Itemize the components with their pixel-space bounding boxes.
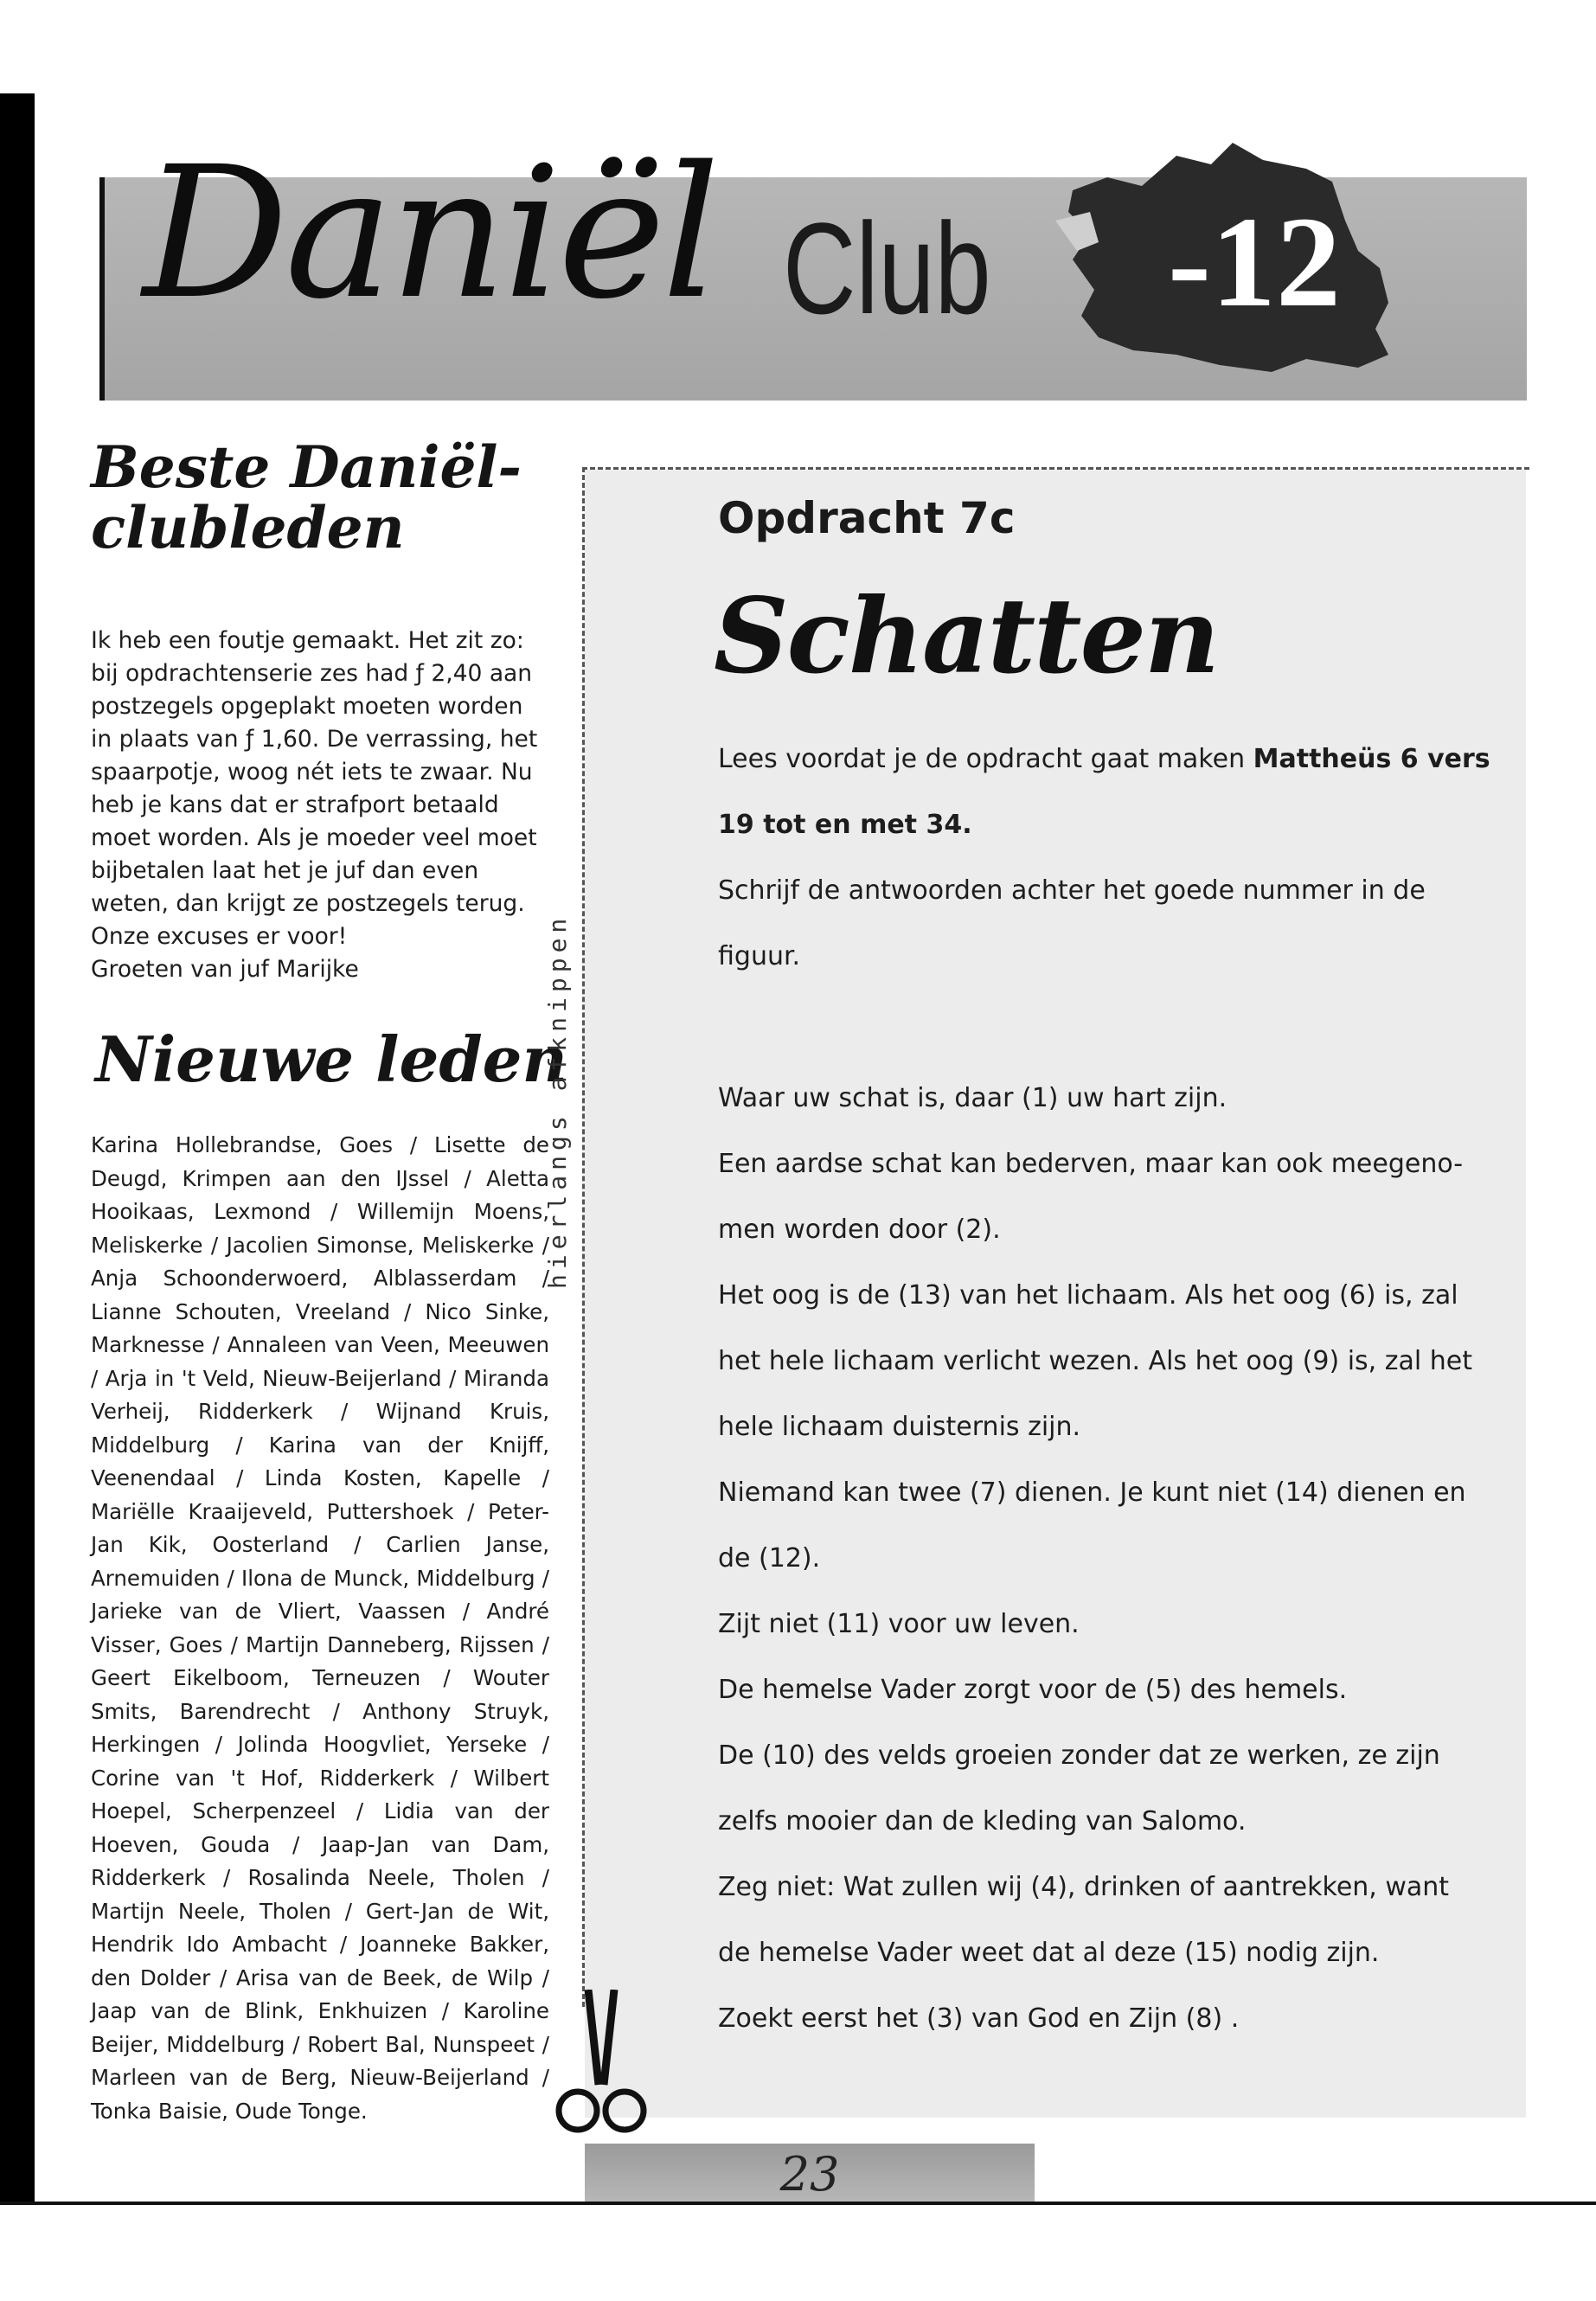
- greeting-body: [91, 625, 549, 986]
- text-line: men worden door (2).: [718, 1215, 1001, 1245]
- text-line: Zeg niet: Wat zullen wij (4), drinken of aantrekken, want: [718, 1872, 1450, 1902]
- text-line: figuur.: [718, 941, 801, 971]
- text-line: Schrijf de antwoorden achter het goede nummer in de: [718, 875, 1426, 906]
- bottom-rule: [0, 2202, 1596, 2205]
- greeting-text: Ik heb een foutje gemaakt. Het zit zo: bij opdrachtenserie zes had ƒ 2,40 aan postzegels opgeplakt moeten worden in plaats van ƒ 1,60. De verrassing, het spaarpotje, woog nét iets te zwaar. Nu heb je kans dat er strafport betaald moet worden. Als je moeder veel moet bijbetalen laat het je juf dan even weten, dan krijgt ze postzegels terug. Onze excuses er voor!: [91, 627, 538, 950]
- text-line: Een aardse schat kan bederven, maar kan ook meegeno-: [718, 1149, 1464, 1179]
- greeting-signature: Groeten van juf Marijke: [91, 956, 359, 983]
- text-line: De (10) des velds groeien zonder dat ze werken, ze zijn: [718, 1740, 1440, 1771]
- greeting-heading: Beste Daniël-clubleden: [91, 433, 522, 561]
- text-line: Niemand kan twee (7) dienen. Je kunt niet (14) dienen en: [718, 1477, 1466, 1508]
- text-line: Het oog is de (13) van het lichaam. Als het oog (6) is, zal: [718, 1280, 1458, 1311]
- scan-edge-bar: [0, 93, 35, 2204]
- text-line: Zoekt eerst het (3) van God en Zijn (8) .: [718, 2003, 1240, 2034]
- text-line: De hemelse Vader zorgt voor de (5) des hemels.: [718, 1675, 1348, 1705]
- text-line: Zijt niet (11) voor uw leven.: [718, 1609, 1080, 1639]
- header-badge: [1047, 138, 1410, 389]
- page-number: 23: [779, 2147, 840, 2202]
- badge-number: -12: [1168, 190, 1341, 334]
- cut-line-top: [582, 467, 1529, 470]
- text-line: zelfs mooier dan de kleding van Salomo.: [718, 1806, 1247, 1836]
- assignment-title: Schatten: [714, 575, 1219, 697]
- text-line: Waar uw schat is, daar (1) uw hart zijn.: [718, 1083, 1227, 1113]
- header-rule: [99, 177, 105, 401]
- text-line: de (12).: [718, 1543, 821, 1574]
- members-list: Karina Hollebrandse, Goes / Lisette de Deugd, Krimpen aan den IJssel / Aletta Hooikaas, Lexmond / Willemijn Moens, Meliskerke / Jacolien Simonse, Meliskerke / Anja Schoonderwoerd, Alblasserdam / Lianne Schouten, Vreeland / Nico Sinke, Marknesse / Annaleen van Veen, Meeuwen / Arja in 't Veld, Nieuw-Beijerland / Miranda Verheij, Ridderkerk / Wijnand Kruis, Middelburg / Karina van der Knijff, Veenendaal / Linda Kosten, Kapelle / Mariëlle Kraaijeveld, Puttershoek / Peter-Jan Kik, Oosterland / Carlien Janse, Arnemuiden / Ilona de Munck, Middelburg / Jarieke van de Vliert, Vaassen / André Visser, Goes / Martijn Danneberg, Rijssen / Geert Eikelboom, Terneuzen / Wouter Smits, Barendrecht / Anthony Struyk, Herkingen / Jolinda Hoogvliet, Yerseke / Corine van 't Hof, Ridderkerk / Wilbert Hoepel, Scherpenzeel / Lidia van der Hoeven, Gouda / Jaap-Jan van Dam, Ridderkerk / Rosalinda Neele, Tholen / Martijn Neele, Tholen / Gert-Jan de Wit, Hendrik Ido Ambacht / Joanneke Bakker, den Dolder / Arisa van de Beek, de Wilp / Jaap van de Blink, Enkhuizen / Karoline Beijer, Middelburg / Robert Bal, Nunspeet / Marleen van de Berg, Nieuw-Beijerland / Tonka Baisie, Oude Tonge.: [91, 1132, 549, 2124]
- text-line: hele lichaam duisternis zijn.: [718, 1412, 1081, 1442]
- header-title-daniel: Daniël: [143, 127, 717, 339]
- text-line: 19 tot en met 34.: [718, 810, 972, 840]
- members-heading: Nieuwe leden: [95, 1022, 567, 1096]
- assignment-label: Opdracht 7c: [718, 493, 1016, 543]
- cut-line-vertical: [582, 467, 585, 2007]
- cut-label: hierlangs afknippen: [543, 913, 572, 1289]
- text-line: Lees voordat je de opdracht gaat maken Mattheüs 6 vers: [718, 744, 1490, 774]
- header-title-club: Club: [783, 195, 991, 341]
- text-line: de hemelse Vader weet dat al deze (15) nodig zijn.: [718, 1938, 1380, 1968]
- text-line: het hele lichaam verlicht wezen. Als het oog (9) is, zal het: [718, 1346, 1472, 1376]
- scissors-icon: [554, 1990, 649, 2137]
